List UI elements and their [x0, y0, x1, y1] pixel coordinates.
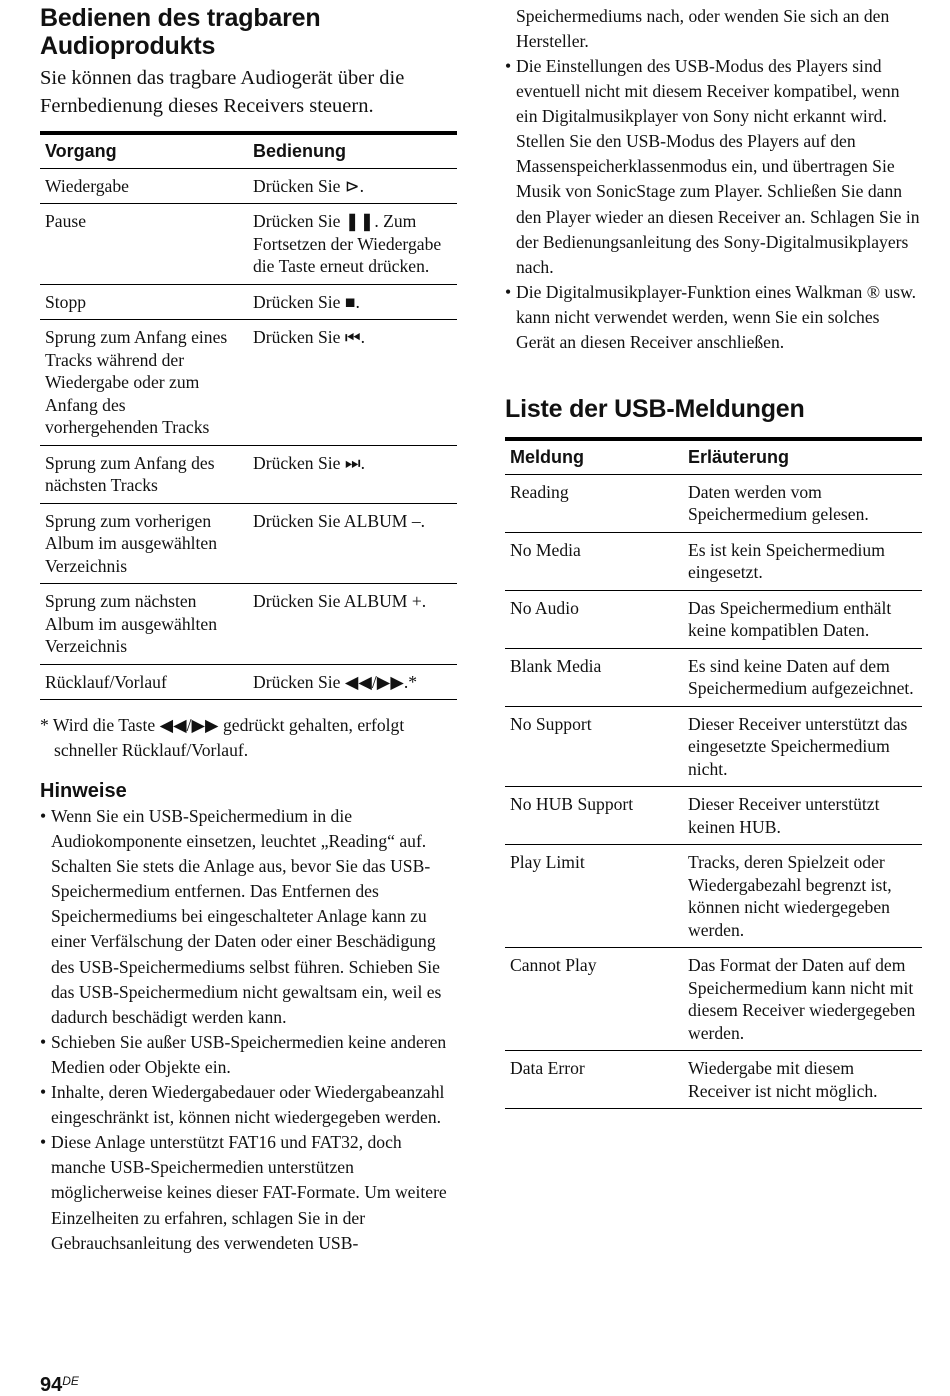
table-row	[505, 1051, 922, 1109]
notes-list	[40, 804, 457, 1256]
table-cell: Wiedergabe mit diesem Receiver ist nicht möglich.	[683, 1051, 922, 1109]
table-cell: Das Speichermedium enthält keine kompatiblen Daten.	[683, 590, 922, 648]
notes-list-continued	[505, 54, 922, 355]
right-column	[505, 0, 922, 1109]
table-cell: Sprung zum nächsten Album im ausgewählten Verzeichnis	[40, 584, 248, 665]
page-number-value: 94	[40, 1374, 63, 1396]
table-cell: Sprung zum Anfang eines Tracks während der Wiedergabe oder zum Anfang des vorhergehenden Tracks	[40, 320, 248, 446]
table-cell: Drücken Sie ◀◀/▶▶.*	[248, 664, 457, 700]
table-cell: Sprung zum vorherigen Album im ausgewählten Verzeichnis	[40, 503, 248, 584]
table-cell: Reading	[505, 474, 683, 532]
table-cell: Play Limit	[505, 845, 683, 948]
column-header: Erläuterung	[683, 439, 922, 474]
page-number	[40, 1370, 79, 1396]
table-cell: Stopp	[40, 284, 248, 320]
operations-table	[40, 131, 457, 700]
table-cell: Drücken Sie ⏮.	[248, 320, 457, 446]
table-row	[505, 590, 922, 648]
table-footnote: * Wird die Taste ◀◀/▶▶ gedrückt gehalten, erfolgt schneller Rücklauf/Vorlauf.	[40, 715, 405, 760]
usb-messages-table	[505, 437, 922, 1109]
note-item: • Die Digitalmusikplayer-Funktion eines Walkman ® usw. kann nicht verwendet werden, wenn Sie ein solches Gerät an diesen Receiver anschließen.	[505, 280, 922, 355]
table-cell: Blank Media	[505, 648, 683, 706]
table-cell: Drücken Sie ⏭.	[248, 445, 457, 503]
table-header-row	[40, 133, 457, 168]
table-cell: Wiedergabe	[40, 168, 248, 204]
table-row	[505, 532, 922, 590]
table-cell: Drücken Sie ALBUM +.	[248, 584, 457, 665]
note-continuation: Speichermediums nach, oder wenden Sie sich an den Hersteller.	[516, 6, 890, 51]
table-row	[505, 787, 922, 845]
table-cell: Dieser Receiver unterstützt das eingesetzte Speichermedium nicht.	[683, 706, 922, 787]
table-row	[40, 445, 457, 503]
table-cell: No Audio	[505, 590, 683, 648]
title-line-1: Bedienen des tragbaren	[40, 4, 321, 32]
note-item: • Diese Anlage unterstützt FAT16 und FAT32, doch manche USB-Speichermedien unterstützen möglicherweise keines dieser FAT-Formate. Um weitere Einzelheiten zu erfahren, schlagen Sie in der Gebrauchsanleitung des verwendeten USB-	[40, 1130, 457, 1255]
column-header: Bedienung	[248, 133, 457, 168]
column-header: Meldung	[505, 439, 683, 474]
left-column	[40, 0, 457, 1256]
table-cell: Daten werden vom Speichermedium gelesen.	[683, 474, 922, 532]
section-title-portable-audio	[40, 4, 457, 60]
table-cell: Drücken Sie ALBUM –.	[248, 503, 457, 584]
table-row	[505, 648, 922, 706]
page-language-suffix: DE	[62, 1374, 79, 1388]
intro-text: Sie können das tragbare Audiogerät über die Fernbedienung dieses Receivers steuern.	[40, 67, 405, 117]
table-row	[505, 706, 922, 787]
table-cell: No Media	[505, 532, 683, 590]
table-cell: Sprung zum Anfang des nächsten Tracks	[40, 445, 248, 503]
note-item: • Schieben Sie außer USB-Speichermedien keine anderen Medien oder Objekte ein.	[40, 1030, 457, 1080]
table-row	[40, 168, 457, 204]
table-row	[505, 474, 922, 532]
column-header: Vorgang	[40, 133, 248, 168]
table-row	[40, 584, 457, 665]
title-line-2: Audioprodukts	[40, 32, 216, 60]
notes-heading: Hinweise	[40, 780, 127, 802]
table-row	[40, 320, 457, 446]
table-cell: Rücklauf/Vorlauf	[40, 664, 248, 700]
table-row	[505, 948, 922, 1051]
table-cell: Drücken Sie ❚❚. Zum Fortsetzen der Wiedergabe die Taste erneut drücken.	[248, 204, 457, 285]
table-cell: Drücken Sie ⊳.	[248, 168, 457, 204]
table-cell: Pause	[40, 204, 248, 285]
table-cell: Tracks, deren Spielzeit oder Wiedergabezahl begrenzt ist, können nicht wiedergegeben werden.	[683, 845, 922, 948]
section-title-usb-messages: Liste der USB-Meldungen	[505, 395, 805, 424]
table-row	[40, 284, 457, 320]
table-row	[505, 845, 922, 948]
table-cell: No HUB Support	[505, 787, 683, 845]
note-item: • Inhalte, deren Wiedergabedauer oder Wiedergabeanzahl eingeschränkt ist, können nicht wiedergegeben werden.	[40, 1080, 457, 1130]
note-item: • Die Einstellungen des USB-Modus des Players sind eventuell nicht mit diesem Receiver kompatibel, wenn ein Digitalmusikplayer von Sony nicht erkannt wird. Stellen Sie den USB-Modus des Players auf den Massenspeicherklassenmodus ein, und übertragen Sie Musik von SonicStage zum Player. Schließen Sie dann den Player wieder an diesen Receiver an. Schlagen Sie in der Bedienungsanleitung des Sony-Digitalmusikplayers nach.	[505, 54, 922, 280]
table-row	[40, 503, 457, 584]
table-cell: Es ist kein Speichermedium eingesetzt.	[683, 532, 922, 590]
table-header-row	[505, 439, 922, 474]
table-cell: No Support	[505, 706, 683, 787]
table-cell: Es sind keine Daten auf dem Speichermedium aufgezeichnet.	[683, 648, 922, 706]
table-cell: Dieser Receiver unterstützt keinen HUB.	[683, 787, 922, 845]
note-item: • Wenn Sie ein USB-Speichermedium in die Audiokomponente einsetzen, leuchtet „Reading“ auf. Schalten Sie stets die Anlage aus, bevor Sie das USB-Speichermedium entfernen. Das Entfernen des Speichermediums bei eingeschalteter Anlage kann zu einer Verfälschung der Daten oder einer Beschädigung des USB-Speichermediums selbst führen. Schieben Sie das USB-Speichermedium nicht gewaltsam ein, weil es dadurch beschädigt werden kann.	[40, 804, 457, 1030]
table-cell: Drücken Sie ■.	[248, 284, 457, 320]
table-row	[40, 204, 457, 285]
table-cell: Das Format der Daten auf dem Speichermedium kann nicht mit diesem Receiver wiedergegeben werden.	[683, 948, 922, 1051]
table-row	[40, 664, 457, 700]
table-cell: Cannot Play	[505, 948, 683, 1051]
table-cell: Data Error	[505, 1051, 683, 1109]
